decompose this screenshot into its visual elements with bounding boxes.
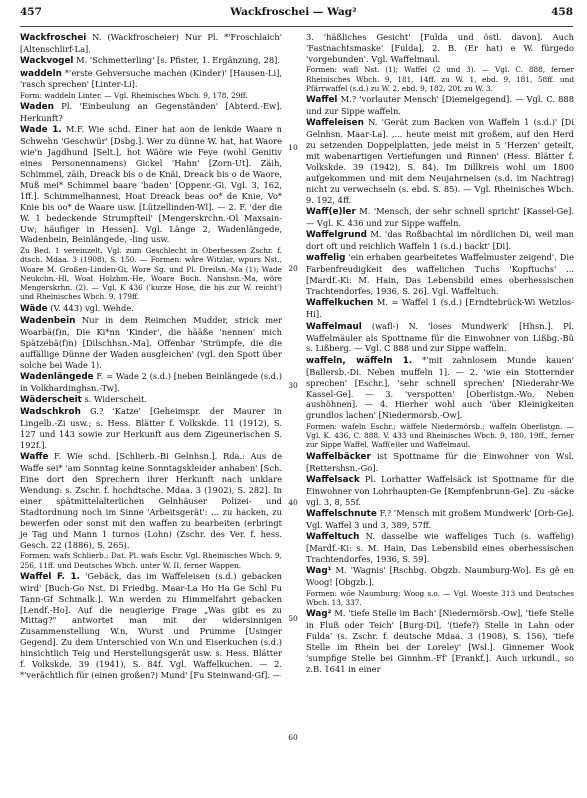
entry-text: M. 'Schmetterling' [s. Pfister, 1. Ergänzung, 28].: [73, 55, 280, 66]
headword: Wäde: [20, 303, 48, 314]
entry-text: M. 'Wagnis' [Rschbg. Obgzb. Naumburg-Wo]. Es gê en Woog! [Obgzb.].: [306, 565, 574, 588]
entry-text: Formen: wafs Schlierb.; Dat. Pl. wafs Eschr. Vgl. Rheinisches Wbch. 9, 256, 11ff. und Deutsches Wbch. unter W. II, ferner Wappen.: [20, 551, 282, 570]
headword: Wadschkroh: [20, 407, 81, 418]
dictionary-entry: [20, 394, 282, 406]
entry-text: Pl. Lorhatter Waffelsäck ist Spottname für die Einwohner von Lohrhaupten-Ge [Kempfenbrunn-Ge]. Zu -säcke vgl. 3, 8, 55f.: [306, 473, 574, 507]
entry-text: Pl. 'Einbeulung an Gegenständen' [Abterd.-Ew]. Herkunft?: [20, 101, 282, 124]
entry-text: N. 'Gerät zum Backen von Waffeln 1 (s.d.)' [Di Gelnhsn. Maar-La]. ,... heute meist mit großem, auf den Herd zu setzenden Doppelplatten, jede meist in 5 'Herzen' geteilt, mit wabenartigen Vertiefungen und Rinnen' (Hess. Blätter f. Volkskde. 39 (1942), S. 84). Im Dillkreis wohl um 1800 aufgekommen und mit dem Neujahrneisen (s.d. im Nachtrag) nicht zu verwechseln (s. ebd. S. 85). — Vgl. Rheinisches Wbch. 9. 192, 4ff.: [306, 117, 574, 205]
entry-text: ist Spottname für die Einwohner von Wsl. [Rettershsn.-Go].: [306, 450, 574, 473]
entry-text: s. Widerscheit.: [81, 394, 148, 405]
page-number-left: 457: [20, 6, 42, 18]
headword: Waffelmaul: [306, 321, 362, 332]
dictionary-entry: [306, 229, 574, 252]
entry-text: (V. 443) vgl. Wehde.: [47, 302, 134, 313]
headword: Waden: [20, 102, 54, 113]
right-column: [306, 32, 574, 675]
dictionary-entry: [20, 124, 282, 245]
headword: Waffelsack: [306, 474, 360, 485]
dictionary-entry: [306, 252, 574, 297]
running-title: Wackfroschei — Wag²: [230, 6, 357, 18]
dictionary-entry: [20, 55, 282, 67]
entry-text: *'erste Gehversuche machen (Kinder)' [Hausen-Li], 'rasch sprechen' [Linter-Li].: [20, 67, 282, 90]
headword: Wag²: [306, 609, 332, 620]
entry-text: (wafl-) N. 'loses Mundwerk' [Hhsn.]. Pl. Waffelmäuler als Spottname für die Einwohner von Lißbg.-Bü s. Lißberg. — Vgl. C 888 und zur Sippe waffeln.: [306, 320, 574, 354]
entry-text: M. 'Mensch, der sehr schnell spricht' [Kassel-Ge]. — Vgl. K. 436 und zur Sippe waffeln.: [306, 206, 574, 228]
entry-text: F.? 'Mensch mit großem Mundwerk' [Orb-Ge]. Vgl. Waffel 3 und 3, 389, 57ff.: [306, 508, 574, 530]
headword: Waffelgrund: [306, 230, 367, 241]
header-rule: [20, 26, 573, 27]
left-column: [20, 32, 282, 681]
line-number: 60: [288, 733, 298, 742]
entry-text: Zu Bed. 1 vereinzelt. Vgl. zum Geschlecht in Oberhessen Zschr. f. dtsch. Mdaa. 3 (1908), S. 150. — Formen: wåre Witzlar, wpurs Nst., Woare M. Großen-Linden-Gi, Wore Sg. und Pl. Dreilsn.-Ma (1); Wade Neukchn.-Hl, Woat Holzhm.-He, Woare Buch. Nanshsn.-Ma, wöre Mengerskrhn. (2). — Vgl. K 436 ('kurze Hose, die bis zur W. reicht') und Rheinisches Wbch. 9, 179ff.: [20, 245, 282, 302]
entry-text: Nur in dem Reimchen Mudder, strick mer Woarbä(f)n, Die Ki*nn 'Kinder', die hääße 'nennen' mich Spätzebä(f)n) [Dilschhsn.-Ma]. Offenbar 'Strümpfe, die die auffällige Dünne der Waden ausgleichen' (vgl. den Spott über solche bei Wade 1).: [20, 315, 282, 370]
headword: Waffelkuchen: [306, 298, 374, 309]
line-number: 50: [288, 614, 298, 623]
headword: Wag¹: [306, 566, 332, 577]
headword: waddeln: [20, 68, 62, 79]
dictionary-entry: [306, 608, 574, 674]
headword: Wackvogel: [20, 56, 74, 67]
entry-text: 3. 'häßliches Gesicht' [Fulda und östl. davon]. Auch 'Fastnachtsmaske' [Fulda], 2. B. (Er hat) e W. fürgedo 'vorgebunden'. Vgl. Waffelmaul.: [306, 32, 574, 64]
dictionary-entry: [20, 68, 282, 91]
dictionary-entry: [20, 32, 282, 55]
entry-text: 'Gebäck, das im Waffeleisen (s.d.) gebacken wird' [Buch-Go Nst. Di Friedbg. Maar-La Ho Ha Ge Schl Fu Tann-Gf Schmalk.]. W.n werden zu Himmelfahrt gebacken [Lendf.-Ho]. Auf die neugierige Frage „Was gibt es zu Mittag?" antwortet man mit der widersinnigen Zusammenstellung W.n, Wurst und Prumme [Usinger Gegend]. Zu dem Unterschied von W.n und Eiserkuchen (s.d.) hinsichtlich Teig und Herstellungsgerät usw. s. Hess. Blätter f. Volkskde. 39 (1941), S. 84f. Vgl. Waffelkuchen. — 2. *'verächtlich für (einen großen?) Mund' [Fu Steinwand-Gf]. —: [20, 570, 282, 680]
dictionary-entry: [306, 94, 574, 117]
entry-text: F. Wie schd. [Schlierb.-Bi Gelnhsn.]. Rda.: Aus de Waffe sei* 'am Sonntag keine Sonntagskleider anhaben' [Sch. Eine dort den Sprechern ihrer Herkunft nach unklare Wendung: s. Zschr. f. hochdtsche. Mdaa. 3 (1902), S. 282]. In einer spätmittelalterlichen Gelnhäuser Polizei- und Stadtordnung noch im Sinne 'Arbeitsgerät': ... zu hacken, zu bewerfen oder sonst mit den waffen zu bearbeiten (erbringt je Tag und Mann 1 turnos (Lohn) (Zschr. des Ver. f. hess. Gesch. 22 (1886), S. 265).: [20, 451, 282, 550]
headword: Waff(e)ler: [306, 207, 356, 218]
dictionary-entry: [20, 571, 282, 681]
entry-text: N. dasselbe wie waffeliges Tuch (s. waffelig) [Mardf.-Ki: s. M. Hain, Das Lebensbild eines oberhessischen Trachtendorfes, 1936, S. 59].: [306, 531, 574, 565]
headword: waffeln, wäffeln 1.: [306, 355, 413, 366]
page-header: [0, 6, 587, 20]
entry-text: Form: waddeln Linter. — Vgl. Rheinisches Wbch. 9, 178, 29ff.: [20, 90, 248, 100]
entry-text: Formen: wafl Nst. (1); Waffel (2 und 3). — Vgl. C. 888, ferner Rheinisches Wbch. 9, 181, 14ff. zu W. 1, ebd. 9, 181, 58ff. und Pfärrwaffel (s.d.) zu W. 2, ebd. 9, 182, 20f. zu W. 3.: [306, 65, 574, 93]
entry-text: M. = Waffel 1 (s.d.) [Erndtebrück-Wi Wetzlos-Hi].: [306, 297, 574, 320]
dictionary-entry: [20, 451, 282, 550]
headword: Wadenlängede: [20, 371, 94, 382]
headword: Waffelschnute: [306, 509, 377, 520]
line-number: 20: [288, 264, 298, 273]
entry-text: Formen: wafeln Eschr.; wäffele Niedermörsb.; waffeln Oberlistgn. — Vgl. K. 436, C. 888, V. 433 und Rheinisches Wbch. 9, 180, 19ff., ferner zur Sippe Waffel, Waff(e)ler und Waffelmaul.: [306, 421, 574, 450]
dictionary-entry: [306, 531, 574, 565]
headword: Wadenbein: [20, 316, 76, 327]
entry-text: N. (Wackfroscheier) Nur Pl. *'Froschlaich' [Altenschlirf-La].: [20, 32, 282, 54]
dictionary-entry: [306, 206, 574, 229]
dictionary-entry: [20, 101, 282, 124]
headword: Waffe: [20, 452, 49, 463]
headword: Waffel: [306, 95, 338, 106]
dictionary-entry: [306, 32, 574, 65]
entry-note: [20, 91, 282, 100]
dictionary-entry: [306, 451, 574, 474]
dictionary-entry: [20, 315, 282, 371]
dictionary-entry: [306, 565, 574, 588]
dictionary-entry: [20, 406, 282, 451]
dictionary-entry: [306, 508, 574, 531]
dictionary-entry: [306, 321, 574, 355]
headword: Waffel F. 1.: [20, 571, 80, 582]
headword: waffelig: [306, 253, 346, 264]
line-number: 30: [288, 381, 298, 390]
headword: Waffelbäcker: [306, 451, 371, 462]
entry-note: [20, 246, 282, 302]
dictionary-entry: [306, 297, 574, 320]
entry-text: M.? 'vorlauter Mensch' [Diemelgegend]. — Vgl. C. 888 und zur Sippe waffeln.: [306, 94, 574, 117]
entry-note: [306, 65, 574, 93]
dictionary-entry: [306, 474, 574, 508]
entry-text: *'mit zahnlosem Munde kauen' [Ballersb.-Di. Neben muffeln 1]. — 2. 'wie ein Stotternder sprechen' [Eschr.], 'sehr schnell sprechen' [Niederahr-We Kassel-Ge]. — 3. 'verspotten' [Oberlistgn.-Wo. Neben aushöhnen]. — 4. Hierher wohl auch 'über Kleinigkeiten grundlos lachen' [Niedermorsb.-Ow].: [306, 354, 575, 421]
dictionary-entry: [20, 303, 282, 315]
entry-note: [306, 422, 574, 450]
line-number: 40: [288, 498, 298, 507]
entry-text: G.? 'Katze' [Geheimspr. der Maurer in Lingelb.-Zi usw.; s. Hess. Blätter f. Volkskde. 11 (1912), S. 127 und 143 sowie zur Herkunft aus dem Zigeunerischen S. 192f.].: [20, 406, 282, 451]
entry-text: F. = Wade 2 (s.d.) [neben Beinlängede (s.d.) in Volkhardinghsn.-Tw].: [20, 370, 282, 393]
entry-text: M. 'das Roßbachtal im nördlichen Di, weil man dort oft und reichlich Waffeln 1 (s.d.) backt' [Di].: [306, 229, 574, 252]
headword: Wade 1.: [20, 125, 62, 136]
dictionary-entry: [306, 117, 574, 205]
page-number-right: 458: [551, 6, 573, 18]
entry-note: [306, 589, 574, 608]
dictionary-entry: [20, 371, 282, 394]
entry-text: Formen: wôe Naumburg; Woog s.o. — Vgl. Woeste 313 und Deutsches Wbch. 13, 337.: [306, 588, 574, 608]
dictionary-entry: [306, 355, 574, 421]
headword: Wäderscheit: [20, 395, 82, 406]
line-number: 10: [288, 143, 298, 152]
entry-note: [20, 551, 282, 570]
headword: Waffeleisen: [306, 118, 364, 129]
entry-text: 'ein erhaben gearbeitetes Waffelmuster zeigend'. Die Farbenfreudigkeit des waffelichen Tuchs 'Kopftuchs' ... [Mardf.-Ki: M. Hain, Das Lebensbild eines oberhessischen Trachtendorfes, 1936, S. 26]. Vgl. Waffeltuch.: [306, 252, 574, 297]
entry-text: M. 'tiefe Stelle im Bach' [Niedermörsb.-Ow], 'tiefe Stelle in Fluß oder Teich' [Burg-Di], '(tiefe?) Stelle in Lahn oder Fulda' (s. Zschr. f. deutsche Mdaa. 3 (1908), S. 156), 'tiefe Stelle im Rhein bei der Loreley' [Wsl.]. Ginnemer Wook 'sumpfige Stelle bei Ginnhm.-Ff' [Frankf.]. Auch urkundl., so z.B. 1641 in einer: [306, 608, 574, 674]
headword: Wackfroschei: [20, 33, 87, 43]
entry-text: M.F. Wie schd. Einer hat aon de lenkde Waare n Schwehn 'Geschwür' [Dsbg.]. Wer zu dünne W. hat, hat Waore wie'n Jagdhund [Selt.], hot Wäöre wie Feye (wohl Genitiv eines Personennamens) Gickel 'Hahn' [Zorn-Ut]. Zäih, Schimmel, zäih, Dreack bis o de Knäi, Dreack bis o de Waore, Muß mei* Schimmel baare 'baden' [Oppenr.-Gi. Vgl. 3, 162, 1ff.]. Schimmelhannesi, Hoat Dreack beas oo* de Knie, Vo* Knie bis oo* de Waare usw. [Lützellinden-Wl]. — 2. F. 'der die W. 1 bedeckende Strumpfteil' [Mengerskrchn.-Ol Maxsain-Uw; häufiger in Hessen]. Vgl. Länge 2, Wadenlängede, Wadenbein, Beinlängede, -ling usw.: [20, 124, 282, 245]
headword: Waffeltuch: [306, 532, 360, 543]
